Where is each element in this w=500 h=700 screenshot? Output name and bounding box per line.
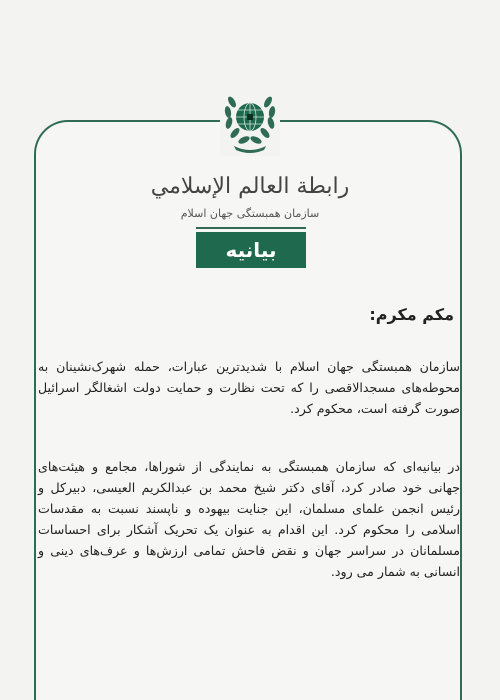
statement-paragraph-1: سازمان همبستگی جهان اسلام با شدیدترین عبارات، حمله شهرک‌نشینان به محوطه‌های مسجدالاقصی را که تحت نظارت و حمایت دولت اشغالگر اسرائیل صورت گرفته است، محکوم کرد. (38, 359, 460, 416)
organization-name-arabic: رابطة العالم الإسلامي (150, 174, 350, 199)
statement-paragraph-2: در بیانیه‌ای که سازمان همبستگی به نمایندگی از شوراها، مجامع و هیئت‌های جهانی خود صادر کرد، آقای دکتر شیخ محمد بن عبدالکریم العیسی، دبیرکل و رئیس انجمن علمای مسلمان، این جنایت بیهوده و ناپسند نسبت به مقدسات اسلامی را محکوم کرد. این اقدام به عنوان یک تحریک آشکار برای احساسات مسلمانان در سراسر جهان و نقض فاحش تمامی ارزش‌ها و عرف‌های دینی و انسانی به شمار می رود. (38, 459, 460, 579)
statement-badge: بیانیه (196, 232, 306, 268)
header-divider (196, 227, 306, 229)
salutation: مکم مکرم: (369, 305, 454, 324)
organization-emblem-icon (220, 84, 280, 156)
organization-name-persian: سازمان همبستگی جهان اسلام (180, 207, 320, 220)
